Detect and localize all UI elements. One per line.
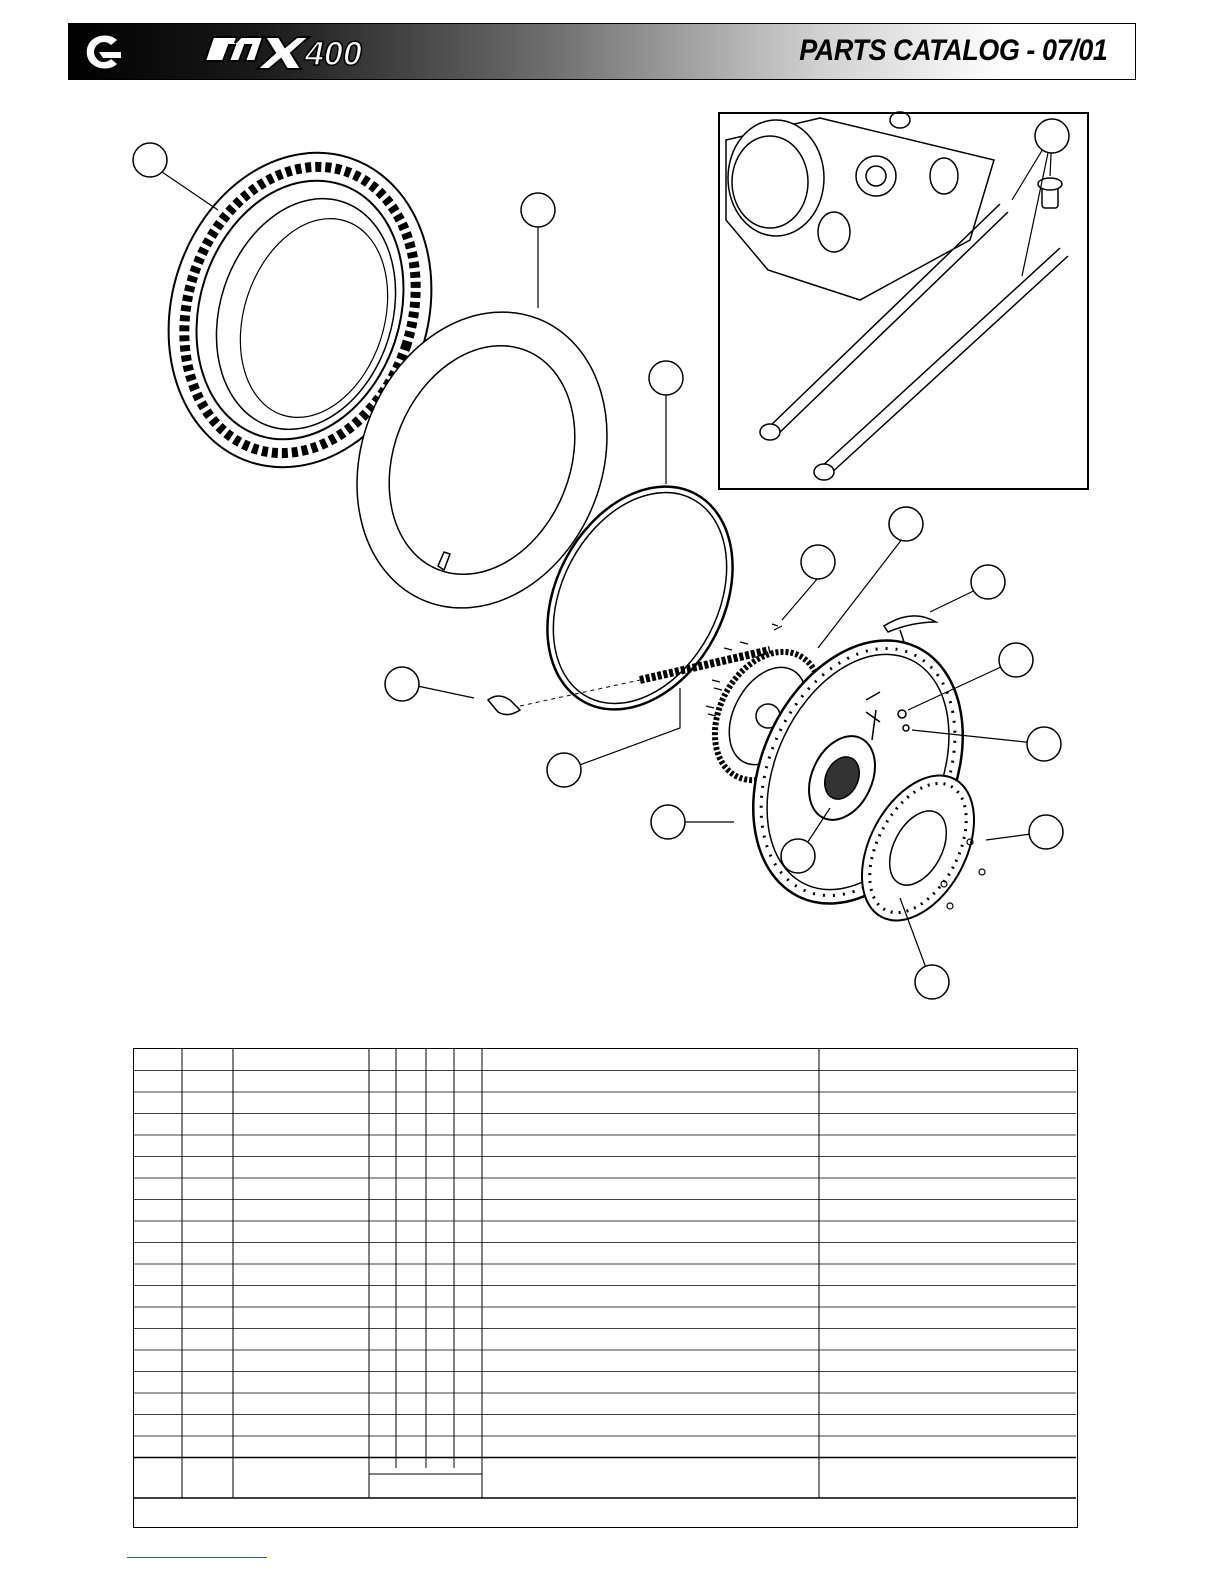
callout-marker: [781, 839, 815, 873]
callout-marker: [521, 193, 555, 227]
footer-link[interactable]: [127, 1557, 267, 1559]
callout-marker: [1029, 815, 1063, 849]
callout-marker: [999, 643, 1033, 677]
callout-marker: [971, 565, 1005, 599]
callout-marker: [915, 965, 949, 999]
callout-marker: [801, 545, 835, 579]
callout-marker: [385, 667, 419, 701]
parts-table-grid: [134, 1049, 1076, 1526]
catalog-title: PARTS CATALOG - 07/01: [798, 34, 1107, 67]
callout-marker: [547, 753, 581, 787]
callout-marker: [1035, 119, 1069, 153]
callout-marker: [649, 361, 683, 395]
callout-marker: [651, 805, 685, 839]
parts-table: [133, 1048, 1078, 1528]
callout-marker: [889, 507, 923, 541]
callout-marker: [1027, 727, 1061, 761]
callout-marker: [133, 143, 167, 177]
svg-text:400: 400: [305, 35, 362, 73]
